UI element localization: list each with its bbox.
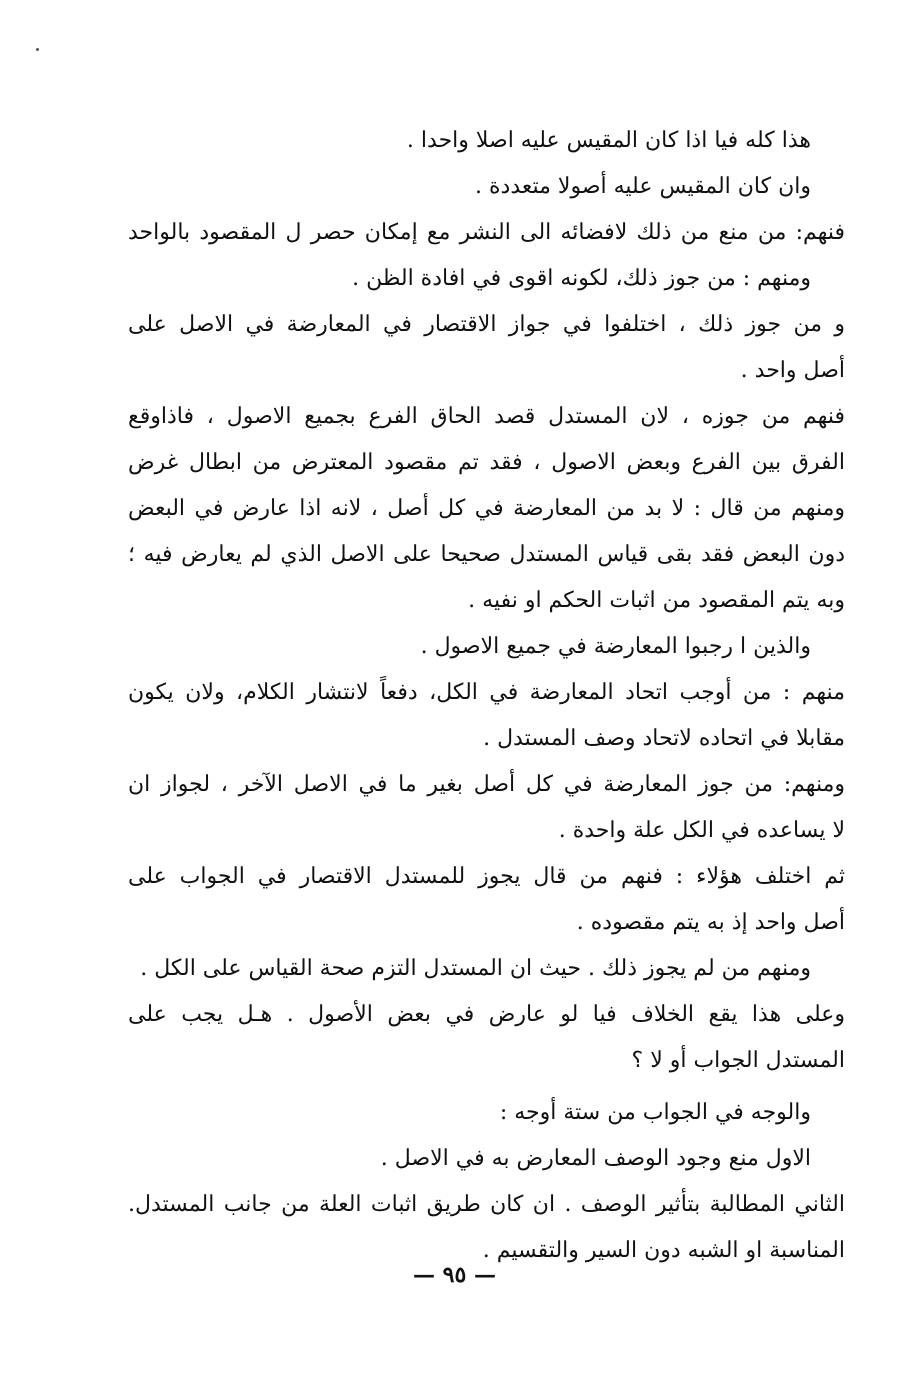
- text-line: وبه يتم المقصود من اثبات الحكم او نفيه .: [468, 588, 845, 613]
- text-line: المناسبة او الشبه دون السير والتقسيم .: [482, 1238, 845, 1263]
- text-line: ثم اختلف هؤلاء : فنهم من قال يجوز للمستدل الاقتصار في الجواب على: [128, 864, 845, 889]
- text-line: والذين ا رجبوا المعارضة في جميع الاصول .: [420, 634, 811, 659]
- text-line: الثاني المطالبة بتأثير الوصف . ان كان طريق اثبات العلة من جانب المستدل.: [128, 1192, 845, 1217]
- text-line: مقابلا في اتحاده لاتحاد وصف المستدل .: [483, 726, 845, 751]
- text-line: لا يساعده في الكل علة واحدة .: [558, 818, 845, 843]
- text-line: فنهم: من منع من ذلك لافضائه الى النشر مع إمكان حصر ل المقصود بالواحد: [128, 220, 845, 245]
- text-line: وان كان المقيس عليه أصولا متعددة .: [475, 174, 811, 199]
- page-number: — ٩٥ —: [413, 1262, 496, 1288]
- text-line: الاول منع وجود الوصف المعارض به في الاصل .: [380, 1146, 811, 1171]
- text-line: هذا كله فيا اذا كان المقيس عليه اصلا واحدا .: [406, 128, 811, 153]
- text-line: الفرق بين الفرع وبعض الاصول ، فقد تم مقصود المعترض من ابطال غرض: [128, 450, 845, 475]
- text-line: ومنهم من قال : لا بد من المعارضة في كل أصل ، لانه اذا عارض في البعض: [128, 496, 845, 521]
- text-line: ومنهم من لم يجوز ذلك . حيث ان المستدل التزم صحة القياس على الكل .: [140, 956, 811, 981]
- text-line: منهم : من أوجب اتحاد المعارضة في الكل، دفعاً لانتشار الكلام، ولان يكون: [128, 680, 845, 705]
- text-line: ومنهم : من جوز ذلك، لكونه اقوى في افادة الظن .: [352, 266, 811, 291]
- text-line: وعلى هذا يقع الخلاف فيا لو عارض في بعض الأصول . هـل يجب على: [128, 1002, 845, 1027]
- text-line: دون البعض فقد بقى قياس المستدل صحيحا على الاصل الذي لم يعارض فيه ؛: [128, 542, 845, 567]
- text-line: و من جوز ذلك ، اختلفوا في جواز الاقتصار في المعارضة في الاصل على: [128, 312, 845, 337]
- text-line: فنهم من جوزه ، لان المستدل قصد الحاق الفرع بجميع الاصول ، فاذاوقع: [128, 404, 845, 429]
- text-line: أصل واحد .: [740, 358, 845, 383]
- scan-speck: [36, 48, 39, 51]
- text-line: أصل واحد إذ به يتم مقصوده .: [576, 910, 845, 935]
- text-line: المستدل الجواب أو لا ؟: [631, 1048, 845, 1073]
- text-line: ومنهم: من جوز المعارضة في كل أصل بغير ما في الاصل الآخر ، لجواز ان: [128, 772, 845, 797]
- body-text: [128, 118, 845, 1274]
- text-line: والوجه في الجواب من ستة أوجه :: [499, 1100, 811, 1125]
